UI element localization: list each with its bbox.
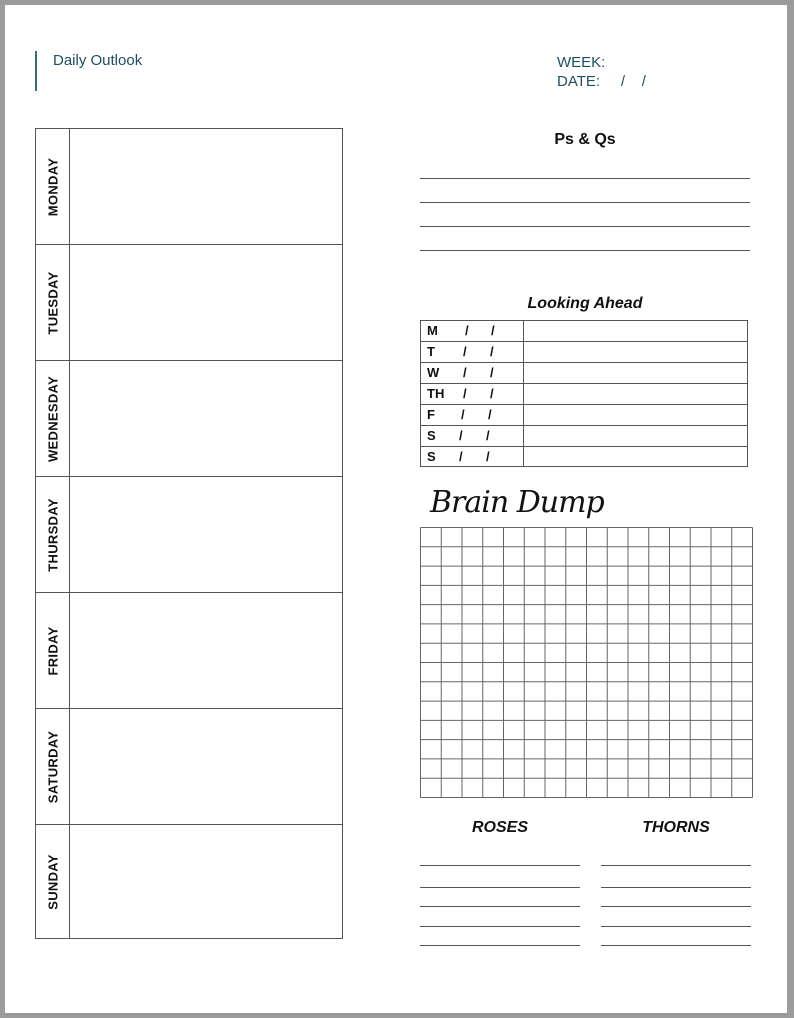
day-row-sunday[interactable] xyxy=(36,825,342,938)
looking-ahead-row[interactable] xyxy=(421,363,747,384)
day-row-friday[interactable] xyxy=(36,593,342,709)
date-slash: / xyxy=(461,407,465,422)
looking-ahead-table xyxy=(420,320,748,467)
thorns-line[interactable] xyxy=(601,865,751,866)
date-slash: / xyxy=(490,365,494,380)
looking-ahead-day-cell xyxy=(421,405,524,425)
date-slash: / xyxy=(490,386,494,401)
day-label: THURSDAY xyxy=(45,497,60,572)
looking-ahead-row[interactable] xyxy=(421,447,747,466)
header-accent-bar xyxy=(35,51,37,91)
day-label: TUESDAY xyxy=(45,270,60,335)
day-row-monday[interactable] xyxy=(36,129,342,245)
date-label: DATE: / / xyxy=(557,73,646,90)
psqs-line[interactable] xyxy=(420,178,750,179)
date-slash: / xyxy=(465,323,469,338)
day-label-cell xyxy=(36,129,70,244)
roses-line[interactable] xyxy=(420,926,580,927)
day-row-tuesday[interactable] xyxy=(36,245,342,361)
looking-ahead-day: T xyxy=(427,344,435,359)
day-label: MONDAY xyxy=(45,157,60,216)
thorns-title: THORNS xyxy=(642,819,710,836)
brain-dump-title: Brain Dump xyxy=(430,485,604,520)
looking-ahead-day: W xyxy=(427,365,440,380)
looking-ahead-row[interactable] xyxy=(421,342,747,363)
roses-line[interactable] xyxy=(420,887,580,888)
day-label-cell xyxy=(36,245,70,360)
roses-line[interactable] xyxy=(420,865,580,866)
looking-ahead-day: S xyxy=(427,449,436,464)
day-label-cell xyxy=(36,477,70,592)
thorns-line[interactable] xyxy=(601,887,751,888)
date-slash: / xyxy=(491,323,495,338)
brain-dump-grid[interactable] xyxy=(420,527,753,799)
day-label-cell xyxy=(36,593,70,708)
thorns-line[interactable] xyxy=(601,926,751,927)
looking-ahead-row[interactable] xyxy=(421,384,747,405)
looking-ahead-day-cell xyxy=(421,363,524,383)
psqs-line[interactable] xyxy=(420,250,750,251)
date-slash: / xyxy=(459,449,463,464)
date-slash: / xyxy=(459,428,463,443)
looking-ahead-day-cell xyxy=(421,447,524,466)
day-label: SATURDAY xyxy=(45,730,60,803)
looking-ahead-day-cell xyxy=(421,426,524,446)
day-label-cell xyxy=(36,361,70,476)
looking-ahead-day: S xyxy=(427,428,436,443)
date-slash: / xyxy=(490,344,494,359)
days-table xyxy=(35,128,343,939)
psqs-line[interactable] xyxy=(420,226,750,227)
looking-ahead-title: Looking Ahead xyxy=(527,295,643,312)
date-slash: / xyxy=(463,344,467,359)
looking-ahead-day: TH xyxy=(427,386,445,401)
psqs-title: Ps & Qs xyxy=(554,131,616,148)
looking-ahead-row[interactable] xyxy=(421,405,747,426)
date-slash: / xyxy=(463,386,467,401)
date-slash: / xyxy=(486,428,490,443)
date-slash: / xyxy=(486,449,490,464)
psqs-line[interactable] xyxy=(420,202,750,203)
date-slash: / xyxy=(488,407,492,422)
day-label-cell xyxy=(36,709,70,824)
week-label: WEEK: xyxy=(557,54,606,71)
looking-ahead-row[interactable] xyxy=(421,426,747,447)
day-label-cell xyxy=(36,825,70,938)
thorns-line[interactable] xyxy=(601,906,751,907)
roses-line[interactable] xyxy=(420,906,580,907)
day-row-saturday[interactable] xyxy=(36,709,342,825)
date-slash: / xyxy=(463,365,467,380)
day-label: WEDNESDAY xyxy=(45,375,60,462)
looking-ahead-day-cell xyxy=(421,384,524,404)
looking-ahead-row[interactable] xyxy=(421,321,747,342)
planner-page xyxy=(5,5,787,1013)
looking-ahead-day: M xyxy=(427,323,438,338)
roses-line[interactable] xyxy=(420,945,580,946)
roses-title: ROSES xyxy=(471,819,528,836)
looking-ahead-day-cell xyxy=(421,342,524,362)
day-label: FRIDAY xyxy=(45,626,60,675)
day-row-thursday[interactable] xyxy=(36,477,342,593)
looking-ahead-day-cell xyxy=(421,321,524,341)
day-row-wednesday[interactable] xyxy=(36,361,342,477)
page-title: Daily Outlook xyxy=(53,52,143,69)
looking-ahead-day: F xyxy=(427,407,435,422)
thorns-line[interactable] xyxy=(601,945,751,946)
day-label: SUNDAY xyxy=(45,853,60,910)
